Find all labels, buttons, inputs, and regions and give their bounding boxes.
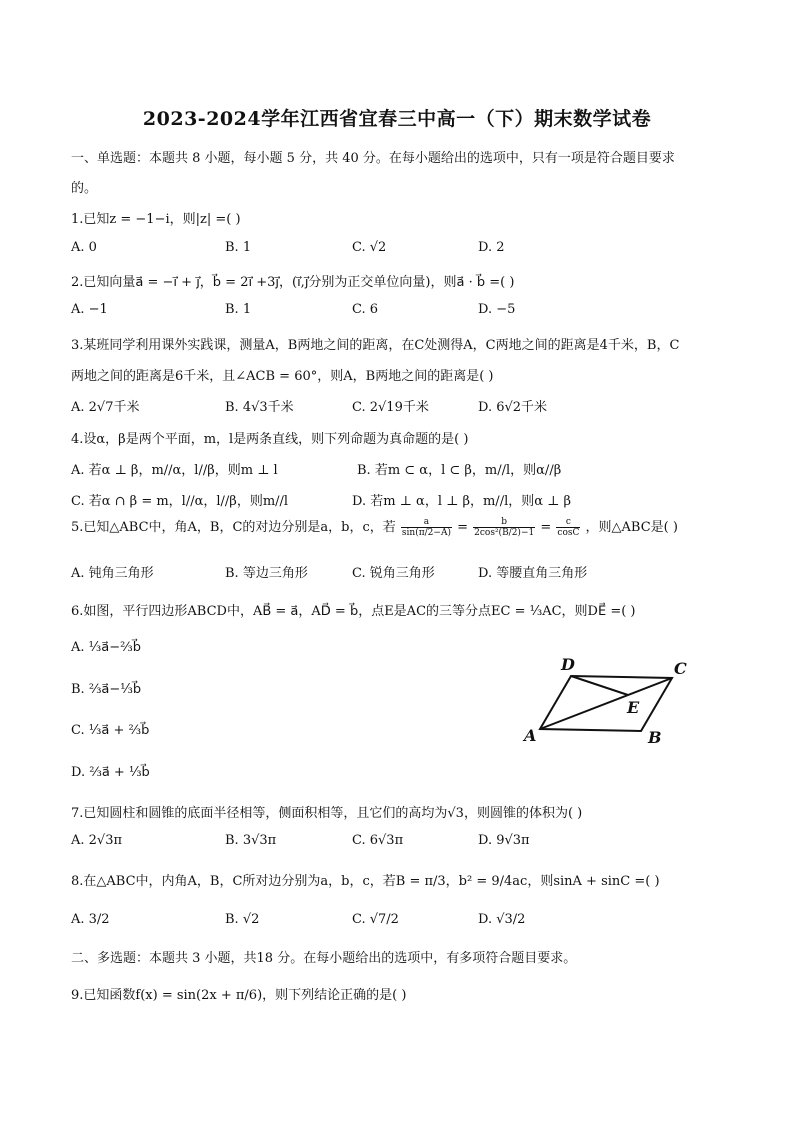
q5-option-a: A. 钝角三角形 xyxy=(71,566,154,581)
q7-option-c: C. 6√3π xyxy=(352,833,404,848)
label-e: E xyxy=(627,698,640,717)
q2-option-a: A. −1 xyxy=(71,302,108,317)
q5-stem-pre: 5.已知△ABC中，角A，B，C的对边分别是a，b，c，若 xyxy=(71,520,396,535)
label-d: D xyxy=(561,655,575,674)
section1-heading: 一、单选题：本题共 8 小题，每小题 5 分，共 40 分。在每小题给出的选项中，只有一项是符合题目要求 xyxy=(71,151,675,166)
q3-option-d: D. 6√2千米 xyxy=(478,400,548,415)
q5-fraction-2: $\frac{b}{\text{2cos²(B/2)−1}}$ xyxy=(474,517,535,538)
q2-stem: 2.已知向量a⃗ = −i⃗ + j⃗，b⃗ = 2i⃗ +3j⃗，(i⃗,j⃗分别为正交单位向量)，则a⃗ · b⃗ =( ) xyxy=(71,275,515,290)
q4-option-c: C. 若α ∩ β = m，l//α，l//β，则m//l xyxy=(71,494,289,509)
q5-option-d: D. 等腰直角三角形 xyxy=(478,566,588,581)
parallelogram-figure xyxy=(518,650,698,750)
q4-stem: 4.设α，β是两个平面，m，l是两条直线，则下列命题为真命题的是( ) xyxy=(71,432,469,447)
q4-option-d: D. 若m ⊥ α，l ⊥ β，m//l，则α ⊥ β xyxy=(352,494,572,509)
q5-fraction-3: $\frac{c}{\cos C}$ xyxy=(557,517,580,538)
diagonal-ac xyxy=(540,678,672,729)
q3-stem-cont: 两地之间的距离是6千米，且∠ACB = 60°，则A，B两地之间的距离是( ) xyxy=(71,369,494,384)
q1-option-c: C. √2 xyxy=(352,240,387,255)
q8-option-d: D. √3/2 xyxy=(478,912,526,927)
label-a: A xyxy=(524,726,537,745)
q3-option-c: C. 2√19千米 xyxy=(352,400,429,415)
q3-option-a: A. 2√7千米 xyxy=(71,400,140,415)
q8-stem: 8.在△ABC中，内角A，B，C所对边分别为a，b，c，若B = π/3，b² = 9/4ac，则sinA + sinC =( ) xyxy=(71,874,660,889)
q7-stem: 7.已知圆柱和圆锥的底面半径相等，侧面积相等，且它们的高均为√3，则圆锥的体积为( ) xyxy=(71,806,583,821)
q5-fraction-1: $\frac{a}{\sin(\pi/2-A)}$ xyxy=(401,517,451,538)
q7-option-d: D. 9√3π xyxy=(478,833,530,848)
q2-option-d: D. −5 xyxy=(478,302,516,317)
q5-stem: 5.已知△ABC中，角A，B，C的对边分别是a，b，c，若 $\frac{a}{\sin(\pi/2-A)}$ = $\frac{b}{\text{2cos²(B/2)−1}}$ = $\frac{c}{\cos C}$ ，则△ABC是( ) xyxy=(71,517,678,538)
section2-heading: 二、多选题：本题共 3 小题，共18 分。在每小题给出的选项中，有多项符合题目要求。 xyxy=(71,951,577,966)
q5-option-b: B. 等边三角形 xyxy=(225,566,308,581)
q8-option-a: A. 3/2 xyxy=(71,912,110,927)
label-c: C xyxy=(674,659,687,678)
label-b: B xyxy=(648,728,662,747)
q9-stem: 9.已知函数f(x) = sin(2x + π/6)，则下列结论正确的是( ) xyxy=(71,988,407,1003)
q2-option-c: C. 6 xyxy=(352,302,379,317)
q5-stem-post: ，则△ABC是( ) xyxy=(585,520,678,535)
q6-stem: 6.如图，平行四边形ABCD中，AB⃗ = a⃗，AD⃗ = b⃗，点E是AC的三等分点EC = ⅓AC，则DE⃗ =( ) xyxy=(71,604,636,619)
section1-heading-cont: 的。 xyxy=(71,181,98,196)
q4-option-b: B. 若m ⊂ α，l ⊂ β，m//l，则α//β xyxy=(357,463,562,478)
q6-option-c: C. ⅓a⃗ + ⅔b⃗ xyxy=(71,723,150,738)
q3-option-b: B. 4√3千米 xyxy=(225,400,294,415)
q7-option-a: A. 2√3π xyxy=(71,833,123,848)
q1-option-b: B. 1 xyxy=(225,240,252,255)
q4-option-a: A. 若α ⊥ β，m//α，l//β，则m ⊥ l xyxy=(71,463,278,478)
q6-option-d: D. ⅔a⃗ + ⅓b⃗ xyxy=(71,765,150,780)
exam-title: 2023-2024学年江西省宜春三中高一（下）期末数学试卷 xyxy=(142,108,652,130)
q1-option-a: A. 0 xyxy=(71,240,97,255)
segment-de xyxy=(571,676,628,695)
q7-option-b: B. 3√3π xyxy=(225,833,277,848)
q5-option-c: C. 锐角三角形 xyxy=(352,566,435,581)
q1-stem: 1.已知z = −1−i，则|z| =( ) xyxy=(71,212,241,227)
q3-stem: 3.某班同学利用课外实践课，测量A，B两地之间的距离，在C处测得A，C两地之间的距离是4千米，B，C xyxy=(71,338,680,353)
q2-option-b: B. 1 xyxy=(225,302,252,317)
q1-option-d: D. 2 xyxy=(478,240,505,255)
q6-option-b: B. ⅔a⃗−⅓b⃗ xyxy=(71,682,142,697)
q8-option-b: B. √2 xyxy=(225,912,260,927)
q6-option-a: A. ⅓a⃗−⅔b⃗ xyxy=(71,640,141,655)
q8-option-c: C. √7/2 xyxy=(352,912,399,927)
